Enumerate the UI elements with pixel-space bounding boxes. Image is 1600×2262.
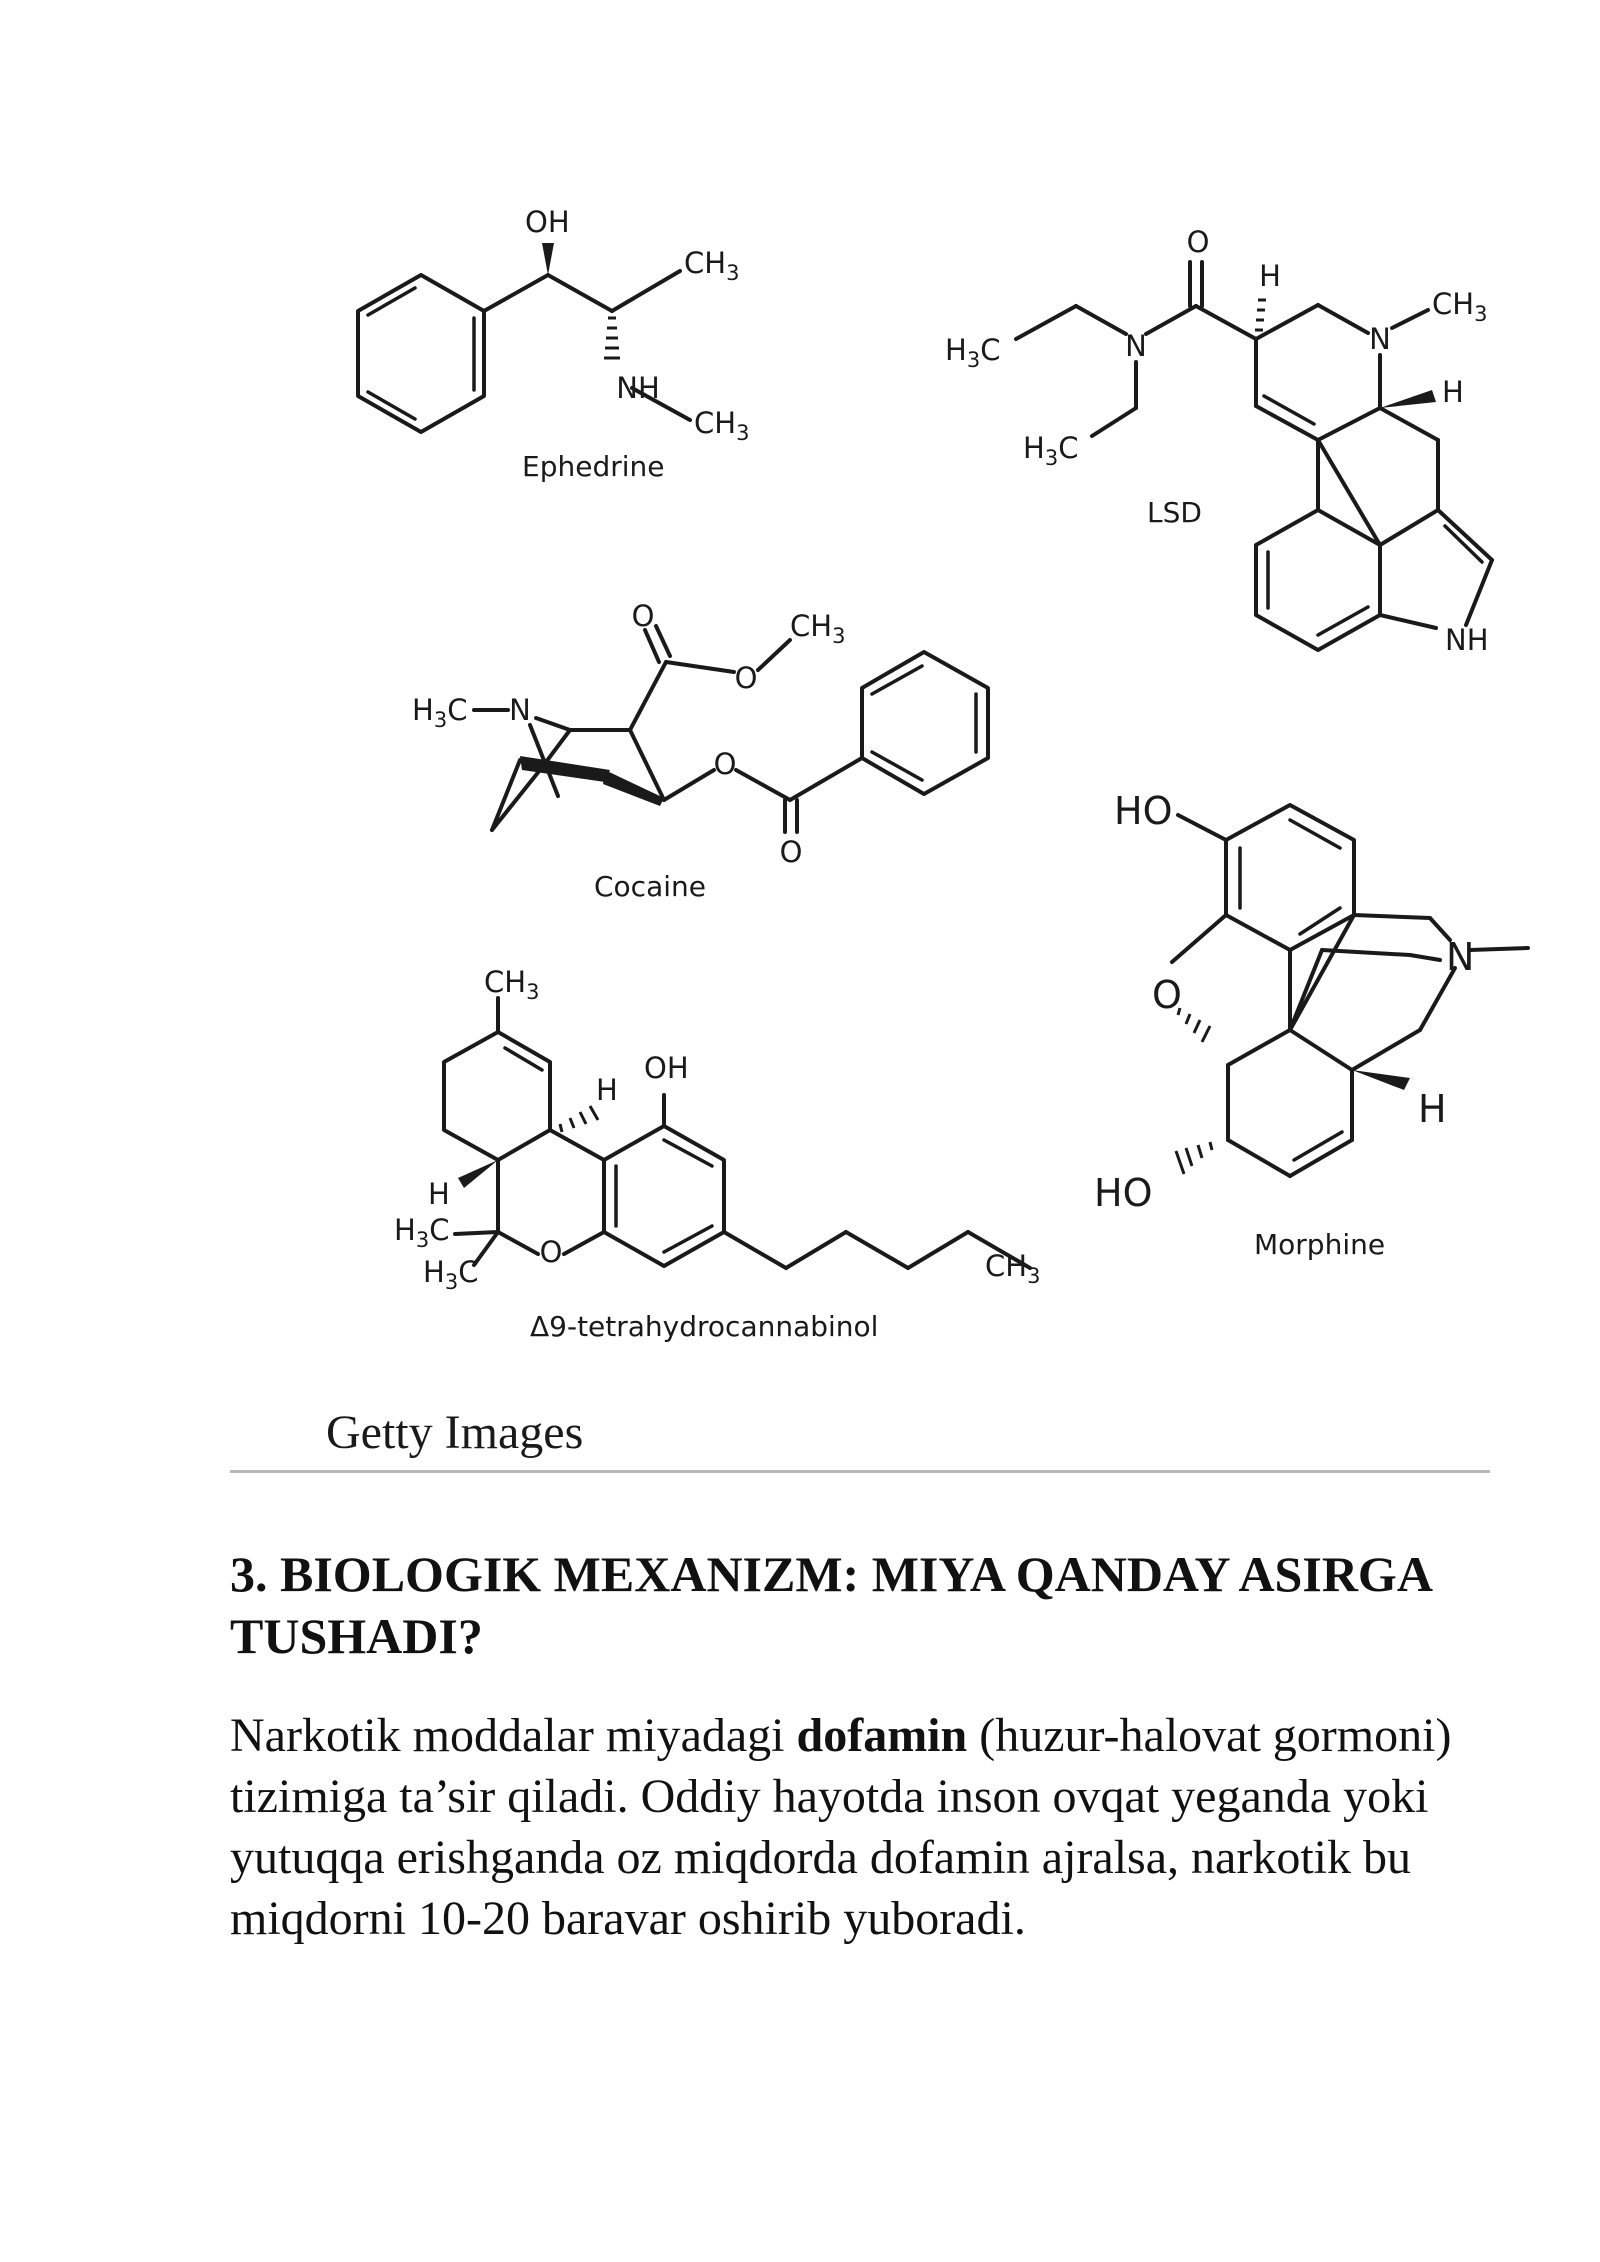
cocaine-o-carbonyl-bottom-label: O bbox=[779, 835, 803, 869]
morphine-o-bridge-label: O bbox=[1152, 973, 1182, 1017]
paragraph-text-start: Narkotik moddalar miyadagi bbox=[230, 1709, 797, 1762]
ephedrine-oh-label: OH bbox=[525, 205, 570, 239]
ephedrine-ch3-bottom-label: $CH_3$ bbox=[694, 406, 750, 445]
cocaine-n-label: N bbox=[509, 693, 531, 727]
lsd-name: LSD bbox=[1147, 496, 1202, 529]
thc-o-label: O bbox=[539, 1235, 563, 1269]
image-credit: Getty Images bbox=[326, 1406, 584, 1459]
thc-h3c-a-label: $H_3C$ bbox=[394, 1213, 450, 1252]
thc-ch3-tail-label: $CH_3$ bbox=[985, 1249, 1041, 1288]
morphine-ho-top-label: HO bbox=[1114, 789, 1173, 833]
cocaine-h3c-label: $H_3C$ bbox=[412, 693, 468, 732]
ephedrine-nh-label: NH bbox=[616, 371, 660, 405]
cocaine-o-carbonyl-top-label: O bbox=[631, 599, 655, 633]
lsd-h3c-bottom-label: $H_3C$ bbox=[1023, 431, 1079, 470]
cocaine-structure bbox=[412, 599, 988, 903]
thc-oh-label: OH bbox=[644, 1051, 689, 1085]
thc-ch3-top-label: $CH_3$ bbox=[484, 965, 540, 1004]
cocaine-o-link-label: O bbox=[713, 747, 737, 781]
lsd-h3c-top-label: $H_3C$ bbox=[945, 333, 1001, 372]
thc-name: Δ9-tetrahydrocannabinol bbox=[530, 1310, 879, 1343]
thc-h-lower-label: H bbox=[428, 1177, 450, 1211]
morphine-ho-bottom-label: HO bbox=[1094, 1171, 1153, 1215]
morphine-name: Morphine bbox=[1254, 1228, 1386, 1261]
lsd-structure bbox=[945, 225, 1492, 657]
ephedrine-name: Ephedrine bbox=[522, 450, 665, 483]
cocaine-ch3-label: $CH_3$ bbox=[790, 609, 846, 648]
lsd-n-amide-label: N bbox=[1125, 329, 1147, 363]
thc-structure bbox=[394, 965, 1040, 1343]
thc-h3c-b-label: $H_3C$ bbox=[423, 1255, 479, 1294]
ephedrine-structure bbox=[358, 205, 749, 483]
morphine-n-label: N bbox=[1446, 935, 1475, 979]
body-paragraph bbox=[230, 1705, 1500, 1949]
lsd-h-right-label: H bbox=[1442, 375, 1464, 409]
lsd-ch3-label: $CH_3$ bbox=[1432, 287, 1488, 326]
lsd-o-label: O bbox=[1186, 225, 1210, 259]
paragraph-text-end: (huzur-halovat gormoni) tizimiga ta’sir qiladi. Oddiy hayotda inson ovqat yeganda yoki yutuqqa erishganda oz miqdorda dofamin ajralsa, narkotik bu miqdorni 10-20 baravar oshirib yuboradi. bbox=[230, 1709, 1452, 1945]
cocaine-name: Cocaine bbox=[594, 870, 706, 903]
paragraph-bold-term: dofamin bbox=[796, 1709, 968, 1762]
cocaine-o-ester-label: O bbox=[734, 661, 758, 695]
divider bbox=[230, 1470, 1490, 1473]
ephedrine-ch3-top-label: $CH_3$ bbox=[684, 246, 740, 285]
lsd-n-ring-label: N bbox=[1369, 322, 1391, 356]
morphine-h-label: H bbox=[1418, 1087, 1447, 1131]
lsd-nh-label: NH bbox=[1445, 623, 1489, 657]
section-heading: 3. BIOLOGIK MEXANIZM: MIYA QANDAY ASIRGA TUSHADI? bbox=[230, 1546, 1431, 1664]
morphine-structure bbox=[1094, 789, 1528, 1261]
thc-h-upper-label: H bbox=[596, 1073, 618, 1107]
lsd-h-top-label: H bbox=[1259, 259, 1281, 293]
